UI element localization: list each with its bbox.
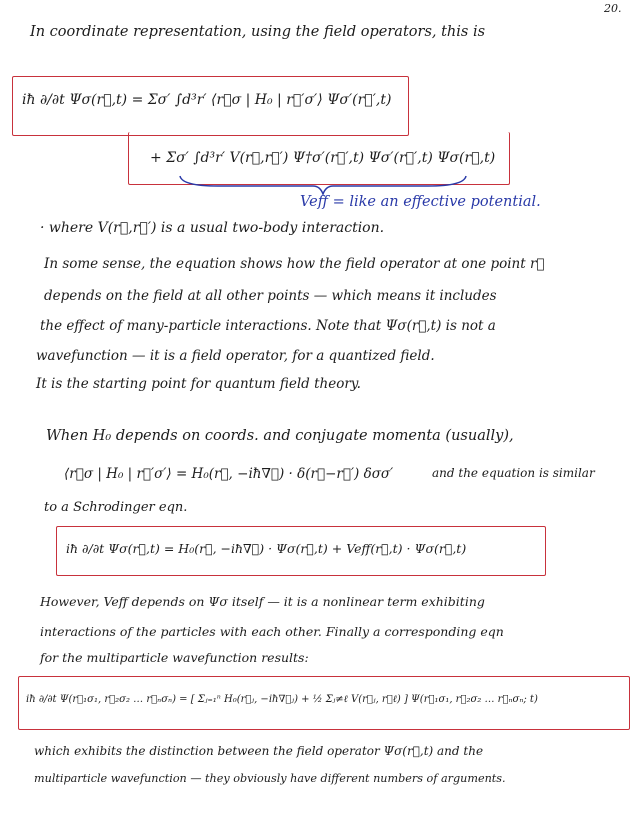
paragraph-1-line-3: the effect of many-particle interactions. Note that Ψσ(r⃗,t) is not a [40,318,496,334]
veff-underbrace [178,174,468,196]
paragraph-4-line-1: which exhibits the distinction between the field operator Ψσ(r⃗,t) and the [34,744,484,758]
paragraph-2-equation: ⟨r⃗σ | H₀ | r⃗′σ′⟩ = H₀(r⃗, −iħ∇⃗) · δ(r⃗−r⃗′) δσσ′ [64,466,394,482]
paragraph-1-line-1: In some sense, the equation shows how the field operator at one point r⃗ [44,256,545,272]
equation-1-line-1: iħ ∂/∂t Ψσ(r⃗,t) = Σσ′ ∫d³r′ ⟨r⃗σ | H₀ | r⃗′σ′⟩ Ψσ′(r⃗′,t) [22,92,392,108]
paragraph-3-line-1: However, Veff depends on Ψσ itself — it is a nonlinear term exhibiting [40,594,485,609]
equation-2: iħ ∂/∂t Ψσ(r⃗,t) = H₀(r⃗, −iħ∇⃗) · Ψσ(r⃗,t) + Veff(r⃗,t) · Ψσ(r⃗,t) [66,541,467,556]
veff-note: Veff = like an effective potential. [300,194,541,210]
paragraph-1-line-5: It is the starting point for quantum field theory. [36,376,361,392]
paragraph-2-line-3: to a Schrodinger eqn. [44,500,188,515]
equation-1-line-2: + Σσ′ ∫d³r′ V(r⃗,r⃗′) Ψ†σ′(r⃗′,t) Ψσ′(r⃗′,t) Ψσ(r⃗,t) [150,150,496,166]
where-line: · where V(r⃗,r⃗′) is a usual two-body interaction. [40,220,385,236]
intro-line: In coordinate representation, using the field operators, this is [30,24,486,40]
equation-3: iħ ∂/∂t Ψ(r⃗₁σ₁, r⃗₂σ₂ … r⃗ₙσₙ) = [ Σⱼ₌₁ⁿ H₀(r⃗ⱼ, −iħ∇⃗ⱼ) + ½ Σⱼ≠ℓ V(r⃗ⱼ, r⃗ℓ) ] Ψ(r⃗₁σ₁, r⃗₂σ₂ … r⃗ₙσₙ; t) [26,694,538,705]
paragraph-1-line-2: depends on the field at all other points — which means it includes [44,288,497,304]
paragraph-1-line-4: wavefunction — it is a field operator, for a quantized field. [36,348,435,364]
paragraph-2-line-1: When H₀ depends on coords. and conjugate momenta (usually), [46,428,514,444]
page-number: 20. [604,2,622,15]
paragraph-2-similar: and the equation is similar [432,466,595,480]
paragraph-3-line-2: interactions of the particles with each other. Finally a corresponding eqn [40,624,504,639]
paragraph-4-line-2: multiparticle wavefunction — they obviously have different numbers of arguments. [34,772,506,785]
paragraph-3-line-3: for the multiparticle wavefunction results: [40,650,309,665]
